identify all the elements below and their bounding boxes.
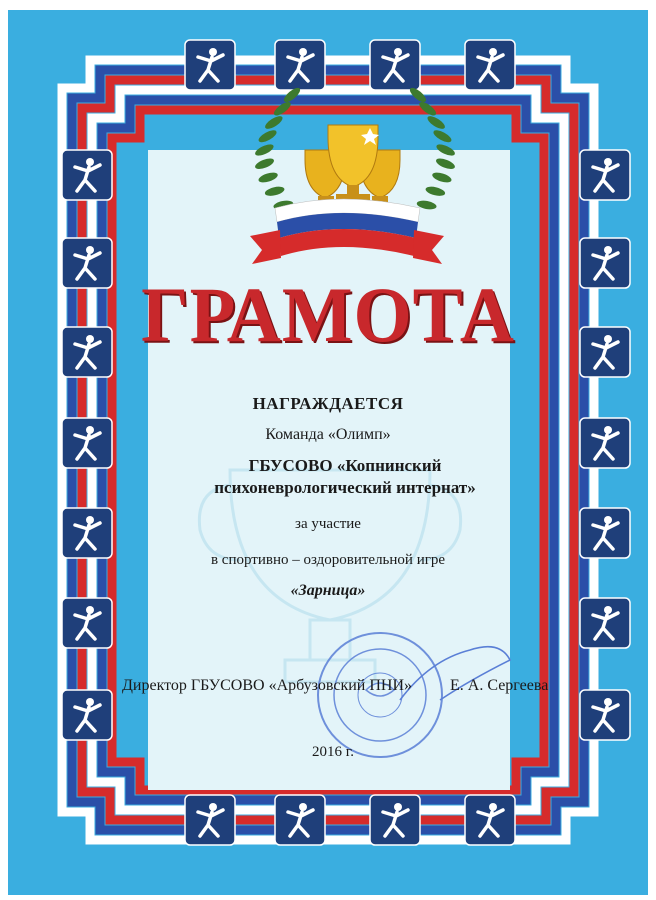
high-jump-icon (370, 795, 420, 845)
hoop-overhead-icon (580, 150, 630, 200)
javelin-icon (62, 598, 112, 648)
participation-line: за участие (295, 516, 361, 532)
javelin-icon (580, 690, 630, 740)
cyclist-icon (275, 795, 325, 845)
football-icon (185, 795, 235, 845)
organization-name: ГБУСОВО «Копнинский психоневрологический интернат» (214, 456, 476, 497)
signature-title: Директор ГБУСОВО «Арбузовский ПНИ» (122, 677, 413, 694)
team-name: Команда «Олимп» (265, 426, 391, 443)
game-line: в спортивно – оздоровительной игре (210, 552, 446, 568)
archer-icon (580, 598, 630, 648)
event-name: «Зарница» (290, 582, 366, 599)
awarded-heading: НАГРАЖДАЕТСЯ (252, 394, 404, 413)
trophy-figure-icon (370, 40, 420, 90)
certificate-year: 2016 г. (312, 744, 354, 760)
signature-name: Е. А. Сергеева (450, 677, 549, 694)
signature-line (122, 677, 549, 695)
hurdler-icon (465, 795, 515, 845)
gymnast-hoop-icon (275, 40, 325, 90)
diver-icon (62, 690, 112, 740)
gymnast-pose-icon (465, 40, 515, 90)
certificate-title: ГРАМОТА (141, 271, 515, 358)
gymnast-ribbon-icon (185, 40, 235, 90)
hurdler-icon (62, 150, 112, 200)
